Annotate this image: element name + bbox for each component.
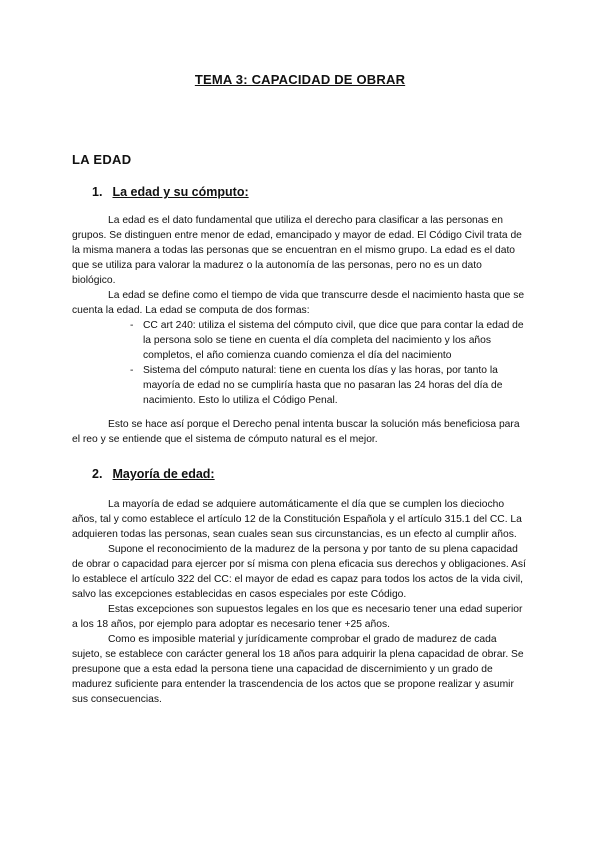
section-1-body — [72, 213, 528, 408]
paragraph: Supone el reconocimiento de la madurez de la persona y por tanto de su plena capacidad de obrar o capacidad para ejercer por sí misma con plena eficacia sus derechos y obligaciones. Así lo establece el artículo 322 del CC: el mayor de edad es capaz para todos los actos de la vida civil, salvo las excepciones establecidas en casos especiales por este Código. — [72, 544, 526, 600]
subsection-title: Mayoría de edad: — [112, 467, 215, 481]
section-1-closing — [72, 417, 528, 447]
list-item: - Sistema del cómputo natural: tiene en cuenta los días y las horas, por tanto la mayoría de edad no se cumpliría hasta que no pasaran las 24 horas del día de nacimiento. Esto lo utiliza el Código Penal. — [72, 363, 528, 408]
paragraph: La edad es el dato fundamental que utiliza el derecho para clasificar a las personas en grupos. Se distinguen entre menor de edad, emancipado y mayor de edad. El Código Civil trata de la misma manera a todas las personas que se encuentran en el mismo grupo. La edad es el dato que se utiliza para valorar la madurez o la autonomía de las personas, pero no es un dato biológico. — [72, 215, 522, 286]
subsection-number: 1. — [92, 185, 103, 199]
subsection-number: 2. — [92, 467, 103, 481]
subsection-heading-2 — [92, 467, 215, 481]
section-heading: LA EDAD — [72, 152, 132, 167]
paragraph: Estas excepciones son supuestos legales en los que es necesario tener una edad superior a los 18 años, por ejemplo para adoptar es necesario tener +25 años. — [72, 604, 523, 630]
subsection-title: La edad y su cómputo: — [112, 185, 249, 199]
paragraph: La edad se define como el tiempo de vida que transcurre desde el nacimiento hasta que se cuenta la edad. La edad se computa de dos formas: — [72, 290, 525, 316]
bullet-list — [72, 318, 528, 408]
section-2-body — [72, 497, 528, 707]
list-item: - CC art 240: utiliza el sistema del cómputo civil, que dice que para contar la edad de la persona solo se tiene en cuenta el día completa del nacimiento y los años completos, el año comienza cuando comienza el día del nacimiento — [72, 318, 528, 363]
subsection-heading-1 — [92, 185, 249, 199]
paragraph: Esto se hace así porque el Derecho penal intenta buscar la solución más beneficiosa para el reo y se entiende que el sistema de cómputo natural es el mejor. — [72, 419, 520, 445]
paragraph: Como es imposible material y jurídicamente comprobar el grado de madurez de cada sujeto, se establece con carácter general los 18 años para adquirir la plena capacidad de obrar. Se presupone que a esta edad la persona tiene una capacidad de discernimiento y un grado de madurez suficiente para entender la trascendencia de los actos que se propone realizar y asumir sus consecuencias. — [72, 634, 524, 705]
document-title: TEMA 3: CAPACIDAD DE OBRAR — [194, 72, 406, 87]
paragraph: La mayoría de edad se adquiere automáticamente el día que se cumplen los dieciocho años, tal y como establece el artículo 12 de la Constitución Española y el artículo 315.1 del CC. La adquieren todas las personas, sean cuales sean sus circunstancias, es un efecto al cumplir años. — [72, 499, 522, 540]
